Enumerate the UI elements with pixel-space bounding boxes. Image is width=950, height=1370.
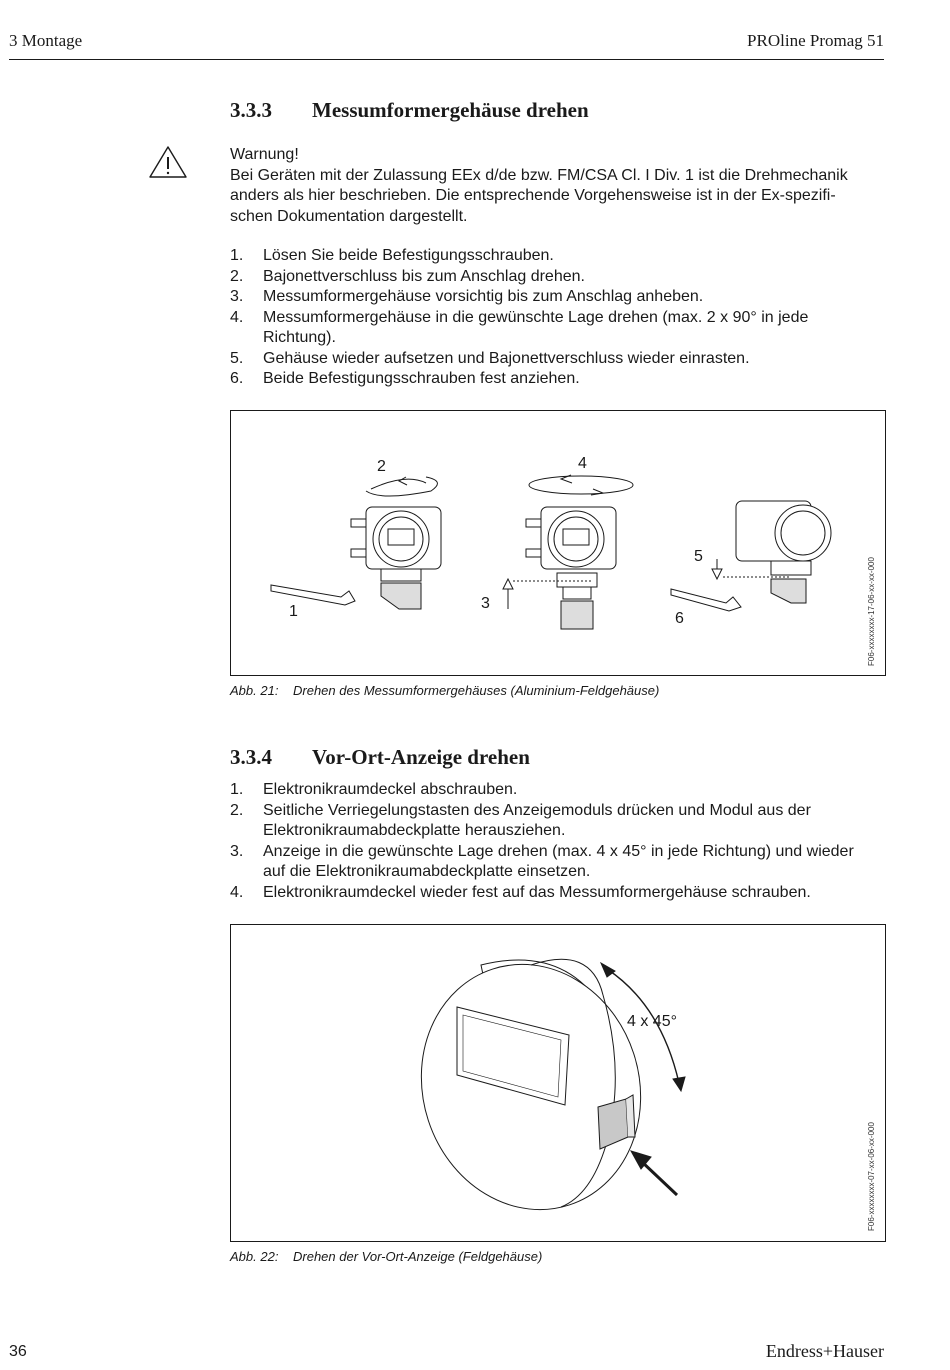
display-rotation-illustration <box>231 925 885 1241</box>
warning-triangle-icon <box>148 145 188 179</box>
figure-housing-rotation <box>230 410 886 676</box>
step-text: Gehäuse wieder aufsetzen und Bajonettverschluss wieder einrasten. <box>263 349 750 367</box>
caption-text: Drehen des Messumformergehäuses (Aluminium-Feldgehäuse) <box>293 683 660 698</box>
list-item <box>230 842 885 883</box>
housing-rotation-illustration <box>231 411 885 675</box>
step-text: Anzeige in die gewünschte Lage drehen (max. 4 x 45° in jede Richtung) und wieder <box>263 842 854 860</box>
section-heading-3-3-4 <box>230 745 530 770</box>
section-number: 3.3.4 <box>230 745 272 769</box>
product-name: PROline Promag 51 <box>747 31 884 50</box>
list-item <box>230 308 885 349</box>
warning-line: schen Dokumentation dargestellt. <box>230 207 468 225</box>
warning-block <box>230 145 885 227</box>
list-item <box>230 883 885 904</box>
step-text-cont: Elektronikraumabdeckplatte herausziehen. <box>263 822 566 839</box>
transmitter-unit-2 <box>526 507 616 629</box>
list-item <box>230 246 885 267</box>
figure-code: F06-xxxxxxxx-07-xx-06-xx-000 <box>867 1122 876 1231</box>
step-number: 2. <box>230 267 244 285</box>
list-item <box>230 801 885 842</box>
callout-2: 2 <box>377 458 386 475</box>
step-number: 1. <box>230 781 244 798</box>
transmitter-unit-1 <box>271 507 441 609</box>
step-list-housing <box>230 246 885 390</box>
step-number: 5. <box>230 349 244 367</box>
step-number: 4. <box>230 308 244 326</box>
list-item <box>230 287 885 308</box>
step-number: 2. <box>230 801 244 819</box>
step-text: Seitliche Verriegelungstasten des Anzeigemoduls drücken und Modul aus der <box>263 801 811 819</box>
callout-4: 4 <box>578 455 587 472</box>
step-number: 3. <box>230 288 244 305</box>
step-text: Messumformergehäuse vorsichtig bis zum Anschlag anheben. <box>263 288 704 305</box>
step-text: Beide Befestigungsschrauben fest anziehen. <box>263 370 580 387</box>
warning-title: Warnung! <box>230 146 299 163</box>
chapter-label: 3 Montage <box>9 31 83 50</box>
list-item <box>230 369 885 390</box>
brand-logo: Endress+Hauser <box>765 1341 884 1361</box>
figure-display-rotation <box>230 924 886 1242</box>
callout-6: 6 <box>675 610 684 627</box>
figure-caption-21 <box>230 683 659 698</box>
step-number: 6. <box>230 370 244 387</box>
list-item <box>230 780 885 801</box>
section-title: Vor-Ort-Anzeige drehen <box>312 745 530 769</box>
step-number: 3. <box>230 842 244 860</box>
step-text-cont: Richtung). <box>263 329 336 346</box>
step-list-display <box>230 780 885 903</box>
section-number: 3.3.3 <box>230 98 272 122</box>
caption-label: Abb. 21: <box>230 683 279 698</box>
figure-code: F06-xxxxxxxx-17-06-xx-xx-000 <box>867 557 876 666</box>
callout-3: 3 <box>481 595 490 612</box>
step-text: Messumformergehäuse in die gewünschte Lage drehen (max. 2 x 90° in jede <box>263 308 809 326</box>
step-text: Bajonettverschluss bis zum Anschlag drehen. <box>263 267 585 285</box>
warning-line: anders als hier beschrieben. Die entsprechende Vorgehensweise ist in der Ex-spezifi- <box>230 187 836 204</box>
step-text: Elektronikraumdeckel abschrauben. <box>263 781 518 798</box>
callout-5: 5 <box>694 548 703 565</box>
section-title: Messumformergehäuse drehen <box>312 98 589 122</box>
step-number: 1. <box>230 247 244 264</box>
caption-text: Drehen der Vor-Ort-Anzeige (Feldgehäuse) <box>293 1249 543 1264</box>
step-number: 4. <box>230 883 244 901</box>
step-text-cont: auf die Elektronikraumabdeckplatte einsetzen. <box>263 863 591 880</box>
step-text: Lösen Sie beide Befestigungsschrauben. <box>263 247 554 264</box>
list-item <box>230 267 885 288</box>
section-heading-3-3-3 <box>230 98 589 123</box>
callout-1: 1 <box>289 603 298 620</box>
figure-caption-22 <box>230 1249 542 1264</box>
header-divider <box>9 59 884 60</box>
rotation-label: 4 x 45° <box>627 1013 677 1030</box>
page-number: 36 <box>9 1343 27 1360</box>
step-text: Elektronikraumdeckel wieder fest auf das Messumformergehäuse schrauben. <box>263 883 811 901</box>
caption-label: Abb. 22: <box>230 1249 279 1264</box>
list-item <box>230 349 885 370</box>
warning-line: Bei Geräten mit der Zulassung EEx d/de bzw. FM/CSA Cl. I Div. 1 ist die Drehmechanik <box>230 166 848 184</box>
